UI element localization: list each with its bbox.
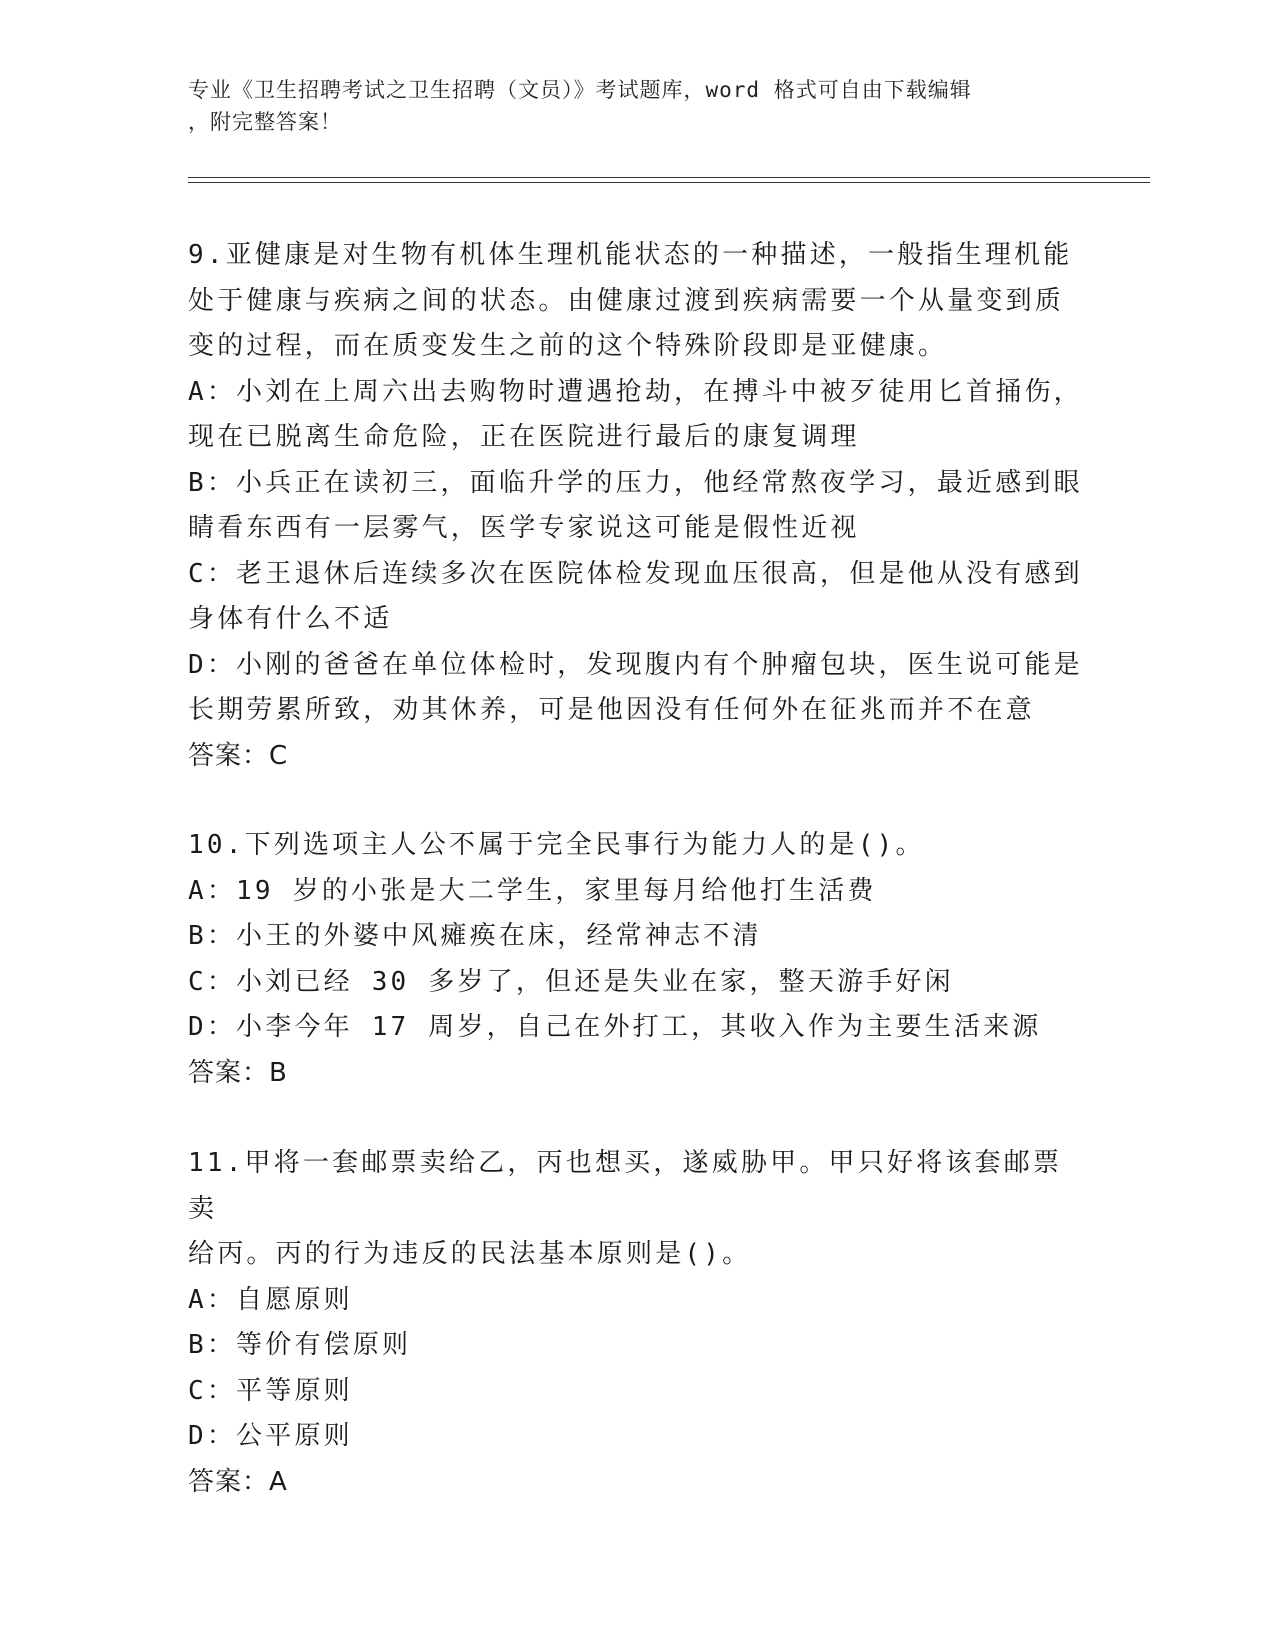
option-d-line: D：小李今年 17 周岁，自己在外打工，其收入作为主要生活来源 xyxy=(188,1012,1042,1042)
question-stem-line: 变的过程，而在质变发生之前的这个特殊阶段即是亚健康。 xyxy=(188,331,948,361)
header-divider-top xyxy=(188,177,1150,178)
answer-label: 答案：C xyxy=(188,740,289,771)
option-b-line: B：等价有偿原则 xyxy=(188,1330,412,1360)
option-a-line: A：19 岁的小张是大二学生，家里每月给他打生活费 xyxy=(188,875,877,906)
document-header xyxy=(188,74,1068,138)
question-stem-line: 11.甲将一套邮票卖给乙，丙也想买，遂威胁甲。甲只好将该套邮票卖 xyxy=(188,1148,1063,1224)
question-stem-line: 10.下列选项主人公不属于完全民事行为能力人的是()。 xyxy=(188,830,925,860)
option-b-line: B：小王的外婆中风瘫痪在床，经常神志不清 xyxy=(188,921,762,951)
option-c-line: C：小刘已经 30 多岁了，但还是失业在家，整天游手好闲 xyxy=(188,966,954,997)
option-a-line: A：自愿原则 xyxy=(188,1284,353,1315)
question-stem-line: 9.亚健康是对生物有机体生理机能状态的一种描述，一般指生理机能 xyxy=(188,240,1073,270)
header-divider-bottom xyxy=(188,182,1150,183)
question-11 xyxy=(188,1141,1088,1505)
question-10 xyxy=(188,823,1088,1096)
option-d-line: D：公平原则 xyxy=(188,1421,353,1451)
header-line-2: ，附完整答案！ xyxy=(188,110,342,134)
question-stem-line: 给丙。丙的行为违反的民法基本原则是()。 xyxy=(188,1239,752,1269)
answer-label: 答案：A xyxy=(188,1466,288,1497)
answer-label: 答案：B xyxy=(188,1057,288,1088)
option-c-line: C：老王退休后连续多次在医院体检发现血压很高，但是他从没有感到 xyxy=(188,558,1083,589)
option-b-line: B：小兵正在读初三，面临升学的压力，他经常熬夜学习，最近感到眼 xyxy=(188,467,1083,498)
question-stem-line: 处于健康与疾病之间的状态。由健康过渡到疾病需要一个从量变到质 xyxy=(188,285,1065,316)
question-9 xyxy=(188,233,1088,779)
option-c-line: C：平等原则 xyxy=(188,1375,353,1406)
option-a-line: A：小刘在上周六出去购物时遭遇抢劫，在搏斗中被歹徒用匕首捅伤， xyxy=(188,376,1083,407)
header-line-1: 专业《卫生招聘考试之卫生招聘（文员）》考试题库，word 格式可自由下载编辑 xyxy=(188,78,972,102)
option-b-line: 睛看东西有一层雾气，医学专家说这可能是假性近视 xyxy=(188,513,860,543)
option-d-line: 长期劳累所致，劝其休养，可是他因没有任何外在征兆而并不在意 xyxy=(188,695,1035,725)
option-d-line: D：小刚的爸爸在单位体检时，发现腹内有个肿瘤包块，医生说可能是 xyxy=(188,649,1083,680)
option-c-line: 身体有什么不适 xyxy=(188,604,393,634)
option-a-line: 现在已脱离生命危险，正在医院进行最后的康复调理 xyxy=(188,422,860,452)
